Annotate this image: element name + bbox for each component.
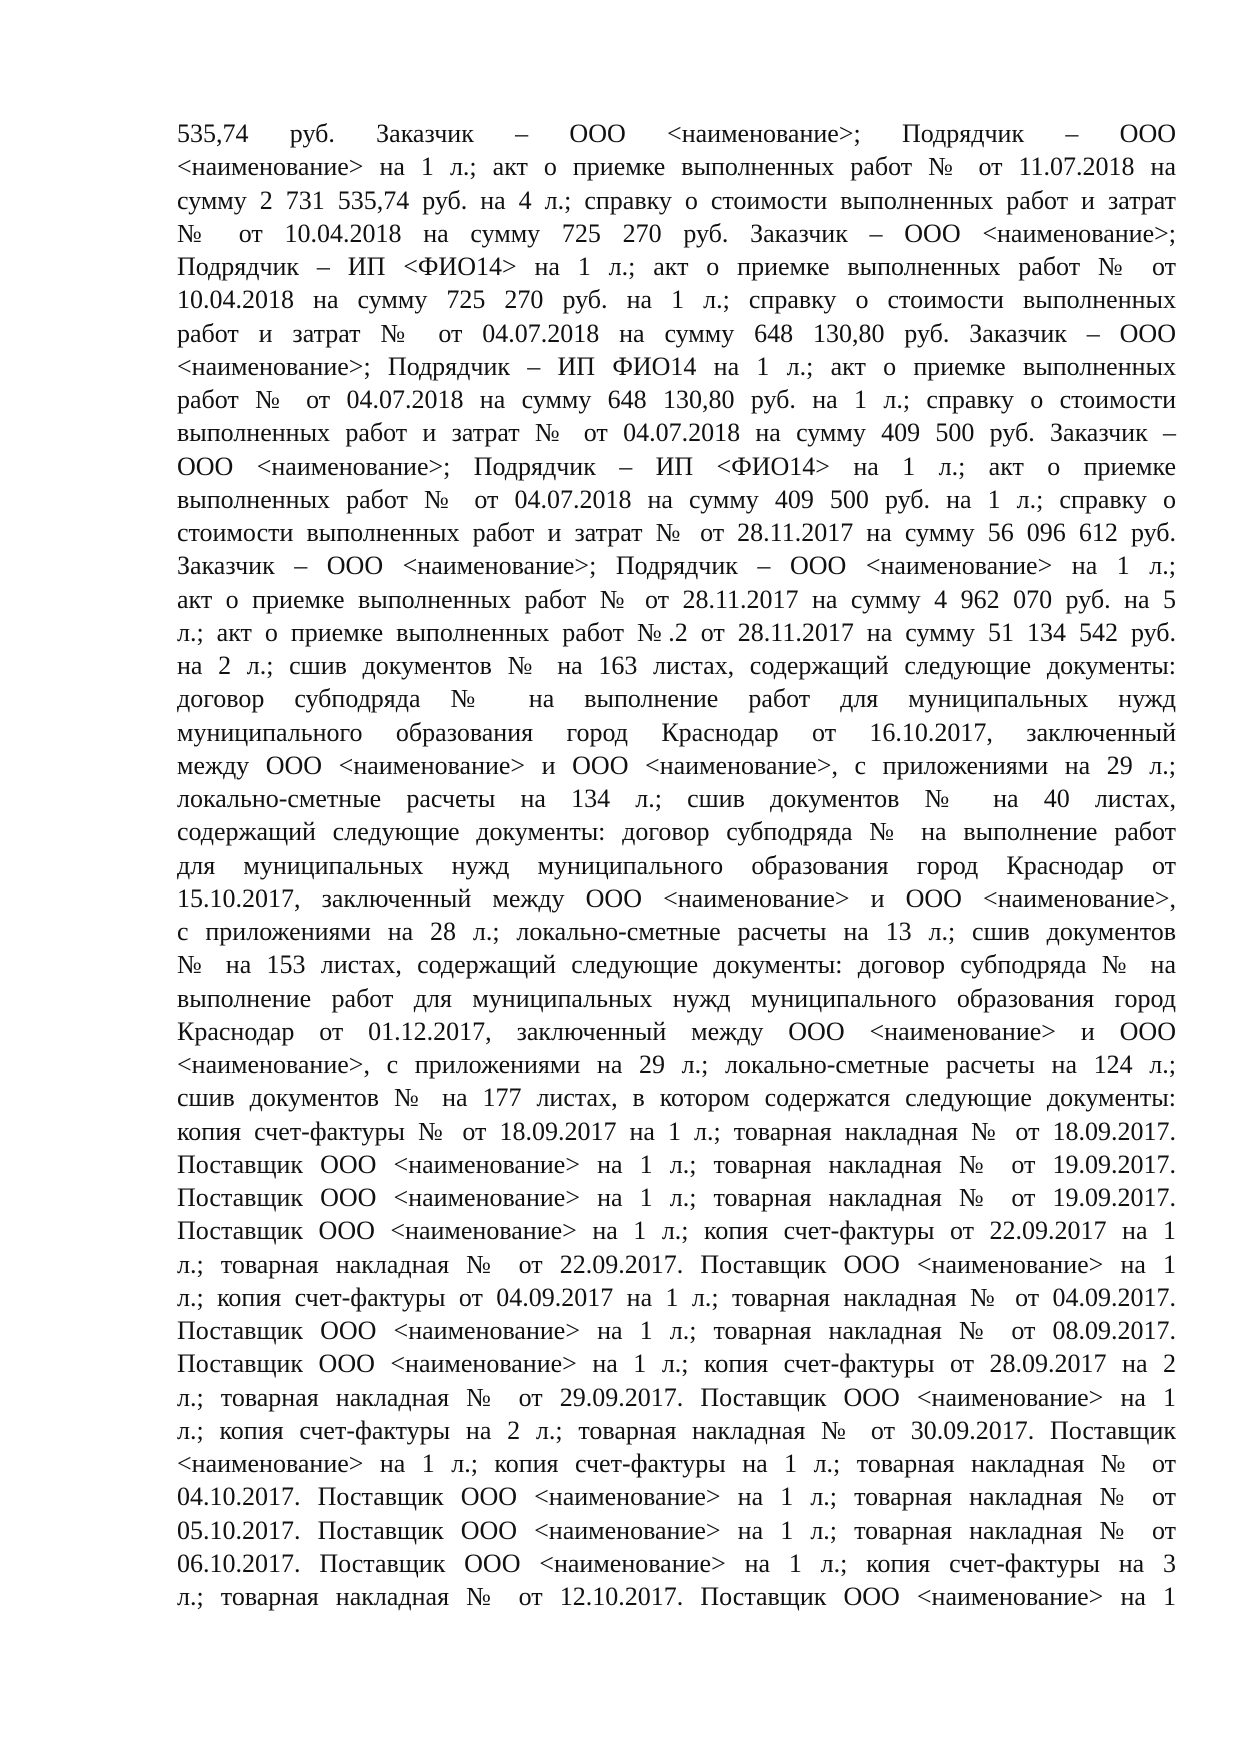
text-line: л.; акт о приемке выполненных работ №.2 от 28.11.2017 на сумму 51 134 542 руб.: [177, 617, 1176, 647]
text-line: Поставщик ООО <наименование> на 1 л.; товарная накладная № от 19.09.2017.: [177, 1149, 1176, 1179]
text-line: стоимости выполненных работ и затрат № от 28.11.2017 на сумму 56 096 612 руб.: [177, 518, 1176, 547]
text-line: муниципального образования город Краснодар от 16.10.2017, заключенный: [177, 717, 1176, 747]
text-line: Подрядчик – ИП <ФИО14> на 1 л.; акт о приемке выполненных работ № от: [177, 252, 1176, 281]
text-line: 15.10.2017, заключенный между ООО <наименование> и ООО <наименование>,: [177, 883, 1176, 913]
text-line: л.; товарная накладная № от 29.09.2017. Поставщик ООО <наименование> на 1: [177, 1382, 1176, 1412]
text-line: выполнение работ для муниципальных нужд муниципального образования город: [177, 983, 1176, 1013]
text-line: ООО <наименование>; Подрядчик – ИП <ФИО14> на 1 л.; акт о приемке: [177, 451, 1176, 481]
text-line: с приложениями на 28 л.; локально-сметные расчеты на 13 л.; сшив документов: [177, 917, 1176, 946]
text-line: копия счет-фактуры № от 18.09.2017 на 1 л.; товарная накладная № от 18.09.2017.: [177, 1116, 1176, 1146]
text-line: содержащий следующие документы: договор субподряда № на выполнение работ: [177, 817, 1176, 847]
text-line: 10.04.2018 на сумму 725 270 руб. на 1 л.; справку о стоимости выполненных: [177, 285, 1176, 315]
text-line: 05.10.2017. Поставщик ООО <наименование> на 1 л.; товарная накладная № от: [177, 1515, 1176, 1545]
text-line: сумму 2 731 535,74 руб. на 4 л.; справку о стоимости выполненных работ и затрат: [177, 185, 1176, 215]
text-line: для муниципальных нужд муниципального образования город Краснодар от: [177, 850, 1176, 880]
text-line: <наименование> на 1 л.; акт о приемке выполненных работ № от 11.07.2018 на: [177, 152, 1176, 182]
text-line: между ООО <наименование> и ООО <наименование>, с приложениями на 29 л.;: [177, 750, 1176, 780]
text-line: сшив документов № на 177 листах, в котором содержатся следующие документы:: [177, 1083, 1176, 1113]
body-text: [177, 117, 1176, 1613]
text-line: на 2 л.; сшив документов № на 163 листах, содержащий следующие документы:: [177, 651, 1176, 680]
text-line: 04.10.2017. Поставщик ООО <наименование> на 1 л.; товарная накладная № от: [177, 1482, 1176, 1512]
text-line: № от 10.04.2018 на сумму 725 270 руб. Заказчик – ООО <наименование>;: [177, 218, 1176, 248]
text-line: л.; товарная накладная № от 22.09.2017. Поставщик ООО <наименование> на 1: [177, 1249, 1176, 1279]
text-line: л.; копия счет-фактуры от 04.09.2017 на 1 л.; товарная накладная № от 04.09.2017.: [177, 1282, 1176, 1312]
text-line: л.; копия счет-фактуры на 2 л.; товарная накладная № от 30.09.2017. Поставщик: [177, 1415, 1176, 1445]
text-line: <наименование> на 1 л.; копия счет-фактуры на 1 л.; товарная накладная № от: [177, 1449, 1176, 1478]
text-line: работ № от 04.07.2018 на сумму 648 130,80 руб. на 1 л.; справку о стоимости: [177, 385, 1176, 414]
text-line: работ и затрат № от 04.07.2018 на сумму 648 130,80 руб. Заказчик – ООО: [177, 318, 1176, 348]
text-line: выполненных работ и затрат № от 04.07.2018 на сумму 409 500 руб. Заказчик –: [177, 418, 1176, 448]
text-line: договор субподряда № на выполнение работ для муниципальных нужд: [177, 684, 1176, 714]
text-line: Поставщик ООО <наименование> на 1 л.; копия счет-фактуры от 22.09.2017 на 1: [177, 1216, 1176, 1246]
text-line: л.; товарная накладная № от 12.10.2017. Поставщик ООО <наименование> на 1: [177, 1582, 1176, 1611]
text-line: Заказчик – ООО <наименование>; Подрядчик – ООО <наименование> на 1 л.;: [177, 551, 1176, 581]
text-line: 535,74 руб. Заказчик – ООО <наименование>; Подрядчик – ООО: [177, 119, 1176, 148]
text-line: выполненных работ № от 04.07.2018 на сумму 409 500 руб. на 1 л.; справку о: [177, 484, 1176, 514]
text-line: <наименование>; Подрядчик – ИП ФИО14 на 1 л.; акт о приемке выполненных: [177, 351, 1176, 381]
text-line: акт о приемке выполненных работ № от 28.11.2017 на сумму 4 962 070 руб. на 5: [177, 584, 1176, 614]
text-line: Поставщик ООО <наименование> на 1 л.; копия счет-фактуры от 28.09.2017 на 2: [177, 1349, 1176, 1379]
text-line: Поставщик ООО <наименование> на 1 л.; товарная накладная № от 08.09.2017.: [177, 1316, 1176, 1345]
text-line: № на 153 листах, содержащий следующие документы: договор субподряда № на: [177, 950, 1176, 980]
text-line: <наименование>, с приложениями на 29 л.; локально-сметные расчеты на 124 л.;: [177, 1050, 1176, 1079]
text-line: локально-сметные расчеты на 134 л.; сшив документов № на 40 листах,: [177, 784, 1176, 813]
text-line: Поставщик ООО <наименование> на 1 л.; товарная накладная № от 19.09.2017.: [177, 1183, 1176, 1212]
text-line: Краснодар от 01.12.2017, заключенный между ООО <наименование> и ООО: [177, 1016, 1176, 1046]
text-line: 06.10.2017. Поставщик ООО <наименование> на 1 л.; копия счет-фактуры на 3: [177, 1548, 1176, 1578]
